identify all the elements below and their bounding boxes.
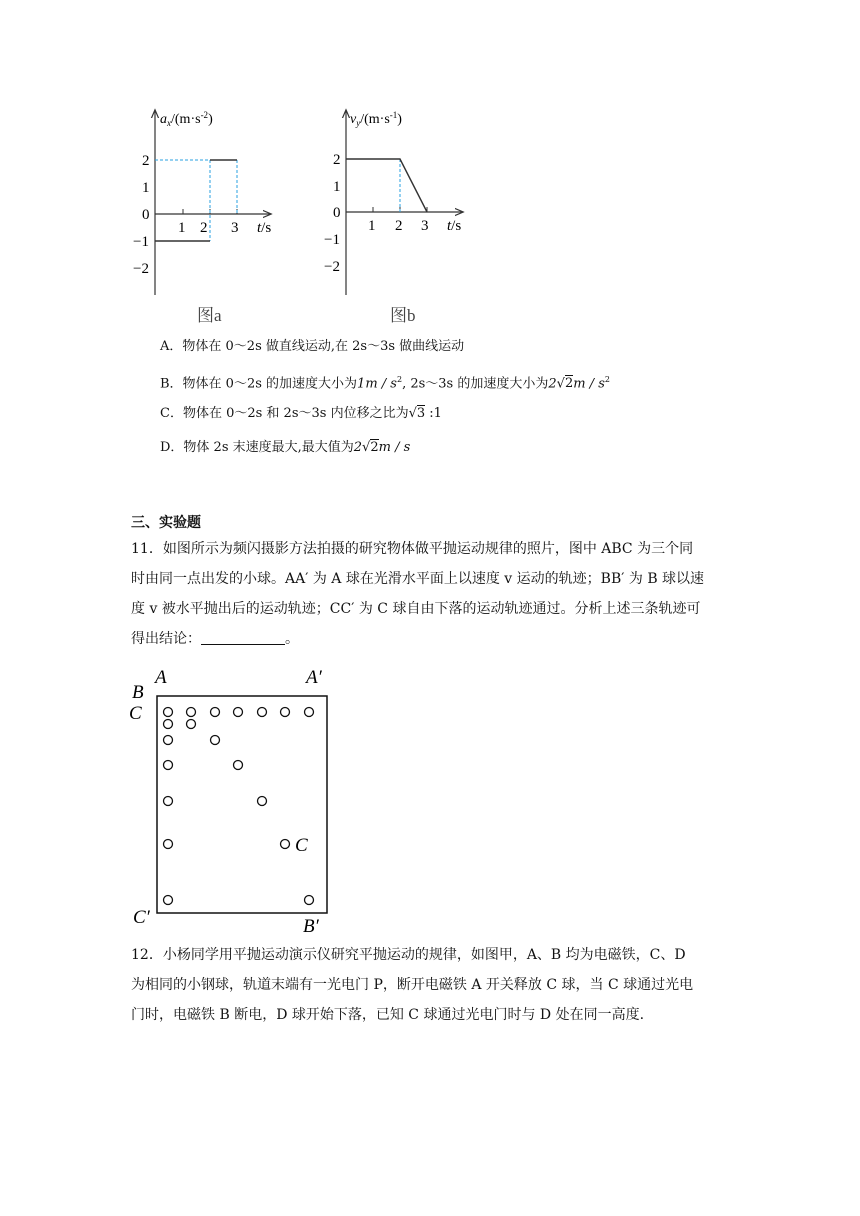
figure-a-graph [120, 105, 290, 330]
ball-b [258, 797, 267, 806]
question-12 [131, 940, 731, 1030]
ball-a [305, 708, 314, 717]
figure-caption: 图b [390, 306, 416, 325]
y-tick-label: 0 [142, 207, 150, 223]
figure-b-graph [310, 105, 480, 330]
x-tick-label: 1 [178, 220, 186, 236]
ball-c [164, 761, 173, 770]
q11-line: 得出结论： 。 [131, 631, 299, 647]
ball-a [234, 708, 243, 717]
option-a: A．物体在 0～2s 做直线运动,在 2s～3s 做曲线运动 [160, 339, 465, 354]
x-axis-label: t/s [447, 218, 462, 234]
figure-caption: 图a [197, 306, 222, 325]
question-11 [131, 534, 731, 654]
q11-line: 11．如图所示为频闪摄影方法拍摄的研究物体做平抛运动规律的照片，图中 ABC 为三个同 [131, 541, 694, 557]
ball-b [187, 720, 196, 729]
y-tick-label: 0 [333, 205, 341, 221]
ball-b [234, 761, 243, 770]
ball-c [164, 797, 173, 806]
q12-line: 12．小杨同学用平抛运动演示仪研究平抛运动的规律，如图甲，A、B 均为电磁铁，C、D [131, 947, 686, 963]
ball-c [164, 896, 173, 905]
ball-b [211, 736, 220, 745]
option-d: D．物体 2s 末速度最大,最大值为2√2m / s [160, 440, 411, 455]
x-axis-label: t/s [257, 220, 272, 236]
y-axis-label: $v_y/(m\cdot s^{-1})$ [350, 110, 402, 128]
label-a-prime: A′ [306, 667, 322, 688]
ball-a [211, 708, 220, 717]
photo-frame [157, 696, 327, 913]
label-c-prime: C′ [133, 907, 150, 928]
q12-line: 门时，电磁铁 B 断电，D 球开始下落，已知 C 球通过光电门时与 D 处在同一高度. [131, 1007, 645, 1023]
label-a: A [155, 667, 167, 688]
y-tick-label: −1 [133, 234, 149, 250]
label-b-prime: B′ [303, 916, 319, 932]
ball-c [164, 840, 173, 849]
ball-a [187, 708, 196, 717]
x-tick-label: 3 [421, 218, 429, 234]
option-b: B．物体在 0～2s 的加速度大小为$1m / s^2$, 2s～3s 的加速度大小为$2√2m / s^2$ [160, 375, 610, 392]
y-tick-label: 1 [142, 180, 150, 196]
y-tick-label: −2 [324, 259, 340, 275]
ball-a [164, 708, 173, 717]
label-c: C [129, 703, 142, 724]
q11-line: 时由同一点出发的小球。AA′ 为 A 球在光滑水平面上以速度 v 运动的轨迹；BB′ 为 B 球以速 [131, 571, 705, 587]
option-c: C．物体在 0～2s 和 2s～3s 内位移之比为√3 :1 [160, 406, 442, 421]
y-tick-label: −2 [133, 261, 149, 277]
y-tick-label: 2 [333, 152, 341, 168]
ball-c [164, 720, 173, 729]
y-tick-label: 1 [333, 179, 341, 195]
ball-c [164, 736, 173, 745]
answer-blank[interactable] [201, 630, 285, 645]
ball-a [258, 708, 267, 717]
ball-b [305, 896, 314, 905]
x-tick-label: 2 [200, 220, 208, 236]
x-tick-label: 1 [368, 218, 376, 234]
section-heading: 三、实验题 [131, 515, 201, 531]
label-b: B [132, 682, 144, 703]
x-tick-label: 3 [231, 220, 239, 236]
y-axis-label: $a_x/(m\cdot s^{-2})$ [160, 110, 213, 128]
q11-line: 度 v 被水平抛出后的运动轨迹；CC′ 为 C 球自由下落的运动轨迹通过。分析上述三条轨迹可 [131, 601, 701, 617]
strobe-photo-figure [125, 662, 345, 932]
data-line [346, 159, 427, 212]
y-tick-label: −1 [324, 232, 340, 248]
ball-b [281, 840, 290, 849]
label-c-end: C [295, 835, 308, 856]
x-tick-label: 2 [395, 218, 403, 234]
y-tick-label: 2 [142, 153, 150, 169]
ball-a [281, 708, 290, 717]
q12-line: 为相同的小钢球，轨道末端有一光电门 P，断开电磁铁 A 开关释放 C 球，当 C 球通过光电 [131, 977, 694, 993]
